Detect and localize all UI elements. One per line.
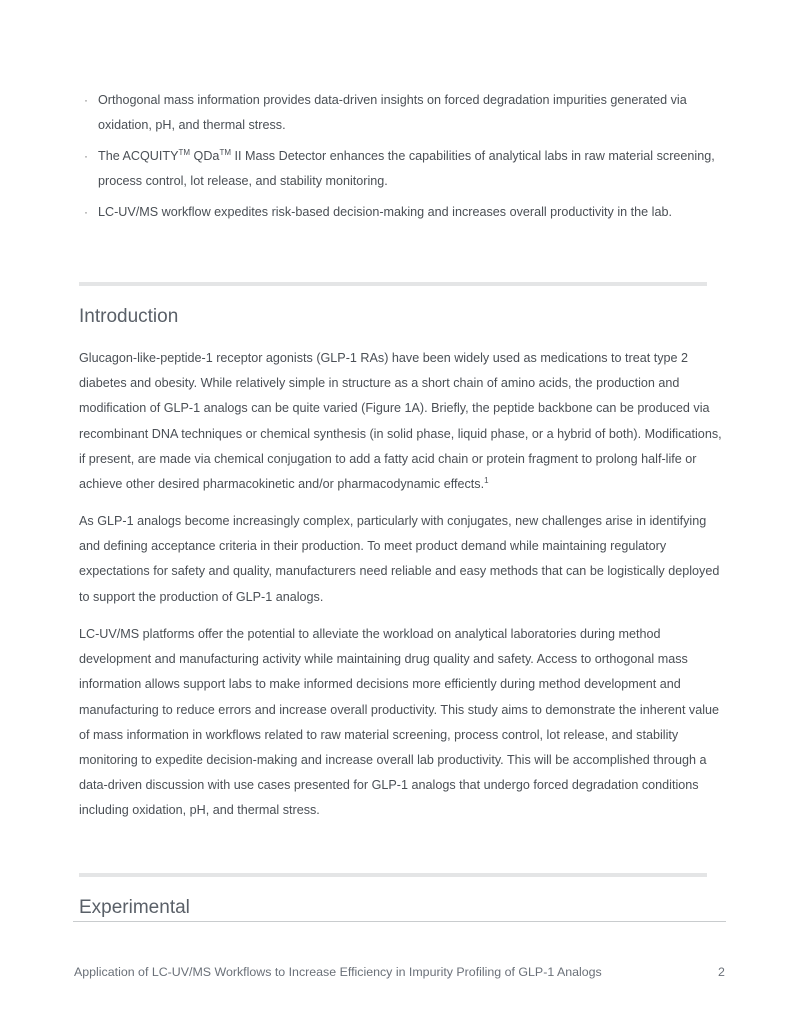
- key-benefits-list: [80, 88, 720, 231]
- bullet-text: LC-UV/MS workflow expedites risk-based decision-making and increases overall productivity in the lab.: [98, 205, 672, 219]
- section-divider: [79, 282, 707, 286]
- page-number: 2: [718, 965, 725, 979]
- bullet-text: Orthogonal mass information provides data-driven insights on forced degradation impurities generated via oxidation, pH, and thermal stress.: [98, 93, 687, 132]
- bullet-item: [80, 200, 720, 225]
- bullet-text: The ACQUITY™ QDa™ II Mass Detector enhances the capabilities of analytical labs in raw material screening, process control, lot release, and stability monitoring.: [98, 147, 715, 188]
- bullet-marker: ·: [84, 93, 88, 107]
- reference-sup: 1: [484, 475, 489, 485]
- footer-divider: [73, 921, 726, 922]
- introduction-paragraph-3: LC-UV/MS platforms offer the potential to alleviate the workload on analytical laboratories during method development and manufacturing activity while maintaining drug quality and safety. Access to orthogonal mass information allows support labs to make informed decisions more efficiently during method development and manufacturing to reduce errors and increase overall productivity. This study aims to demonstrate the inherent value of mass information in workflows related to raw material screening, process control, lot release, and stability monitoring to expedite decision-making and increase overall lab productivity. This will be accomplished through a data-driven discussion with use cases presented for GLP-1 analogs that undergo forced degradation conditions including oxidation, pH, and thermal stress.: [79, 627, 720, 818]
- section-divider: [79, 873, 707, 877]
- bullet-item: [80, 88, 720, 138]
- bullet-marker: ·: [84, 205, 88, 219]
- bullet-item: [80, 144, 720, 194]
- experimental-heading: Experimental: [79, 897, 190, 918]
- introduction-paragraph-2: As GLP-1 analogs become increasingly complex, particularly with conjugates, new challenges arise in identifying and defining acceptance criteria in their production. To meet product demand while maintaining regulatory expectations for safety and quality, manufacturers need reliable and easy methods that can be logistically deployed to support the production of GLP-1 analogs.: [79, 514, 720, 604]
- introduction-paragraph-1: Glucagon-like-peptide-1 receptor agonists (GLP-1 RAs) have been widely used as medications to treat type 2 diabetes and obesity. While relatively simple in structure as a short chain of amino acids, the production and modification of GLP-1 analogs can be quite varied (Figure 1A). Briefly, the peptide backbone can be produced via recombinant DNA techniques or chemical synthesis (in solid phase, liquid phase, or a hybrid of both). Modifications, if present, are made via chemical conjugation to add a fatty acid chain or protein fragment to prolong half-life or achieve other desired pharmacokinetic and/or pharmacodynamic effects.$^1$: [79, 351, 722, 492]
- bullet-marker: ·: [84, 149, 88, 163]
- footer-title: Application of LC-UV/MS Workflows to Increase Efficiency in Impurity Profiling of GLP-1 Analogs: [74, 965, 602, 979]
- trademark-sup: TM: [219, 147, 232, 157]
- trademark-sup: TM: [178, 147, 191, 157]
- introduction-heading: Introduction: [79, 306, 179, 327]
